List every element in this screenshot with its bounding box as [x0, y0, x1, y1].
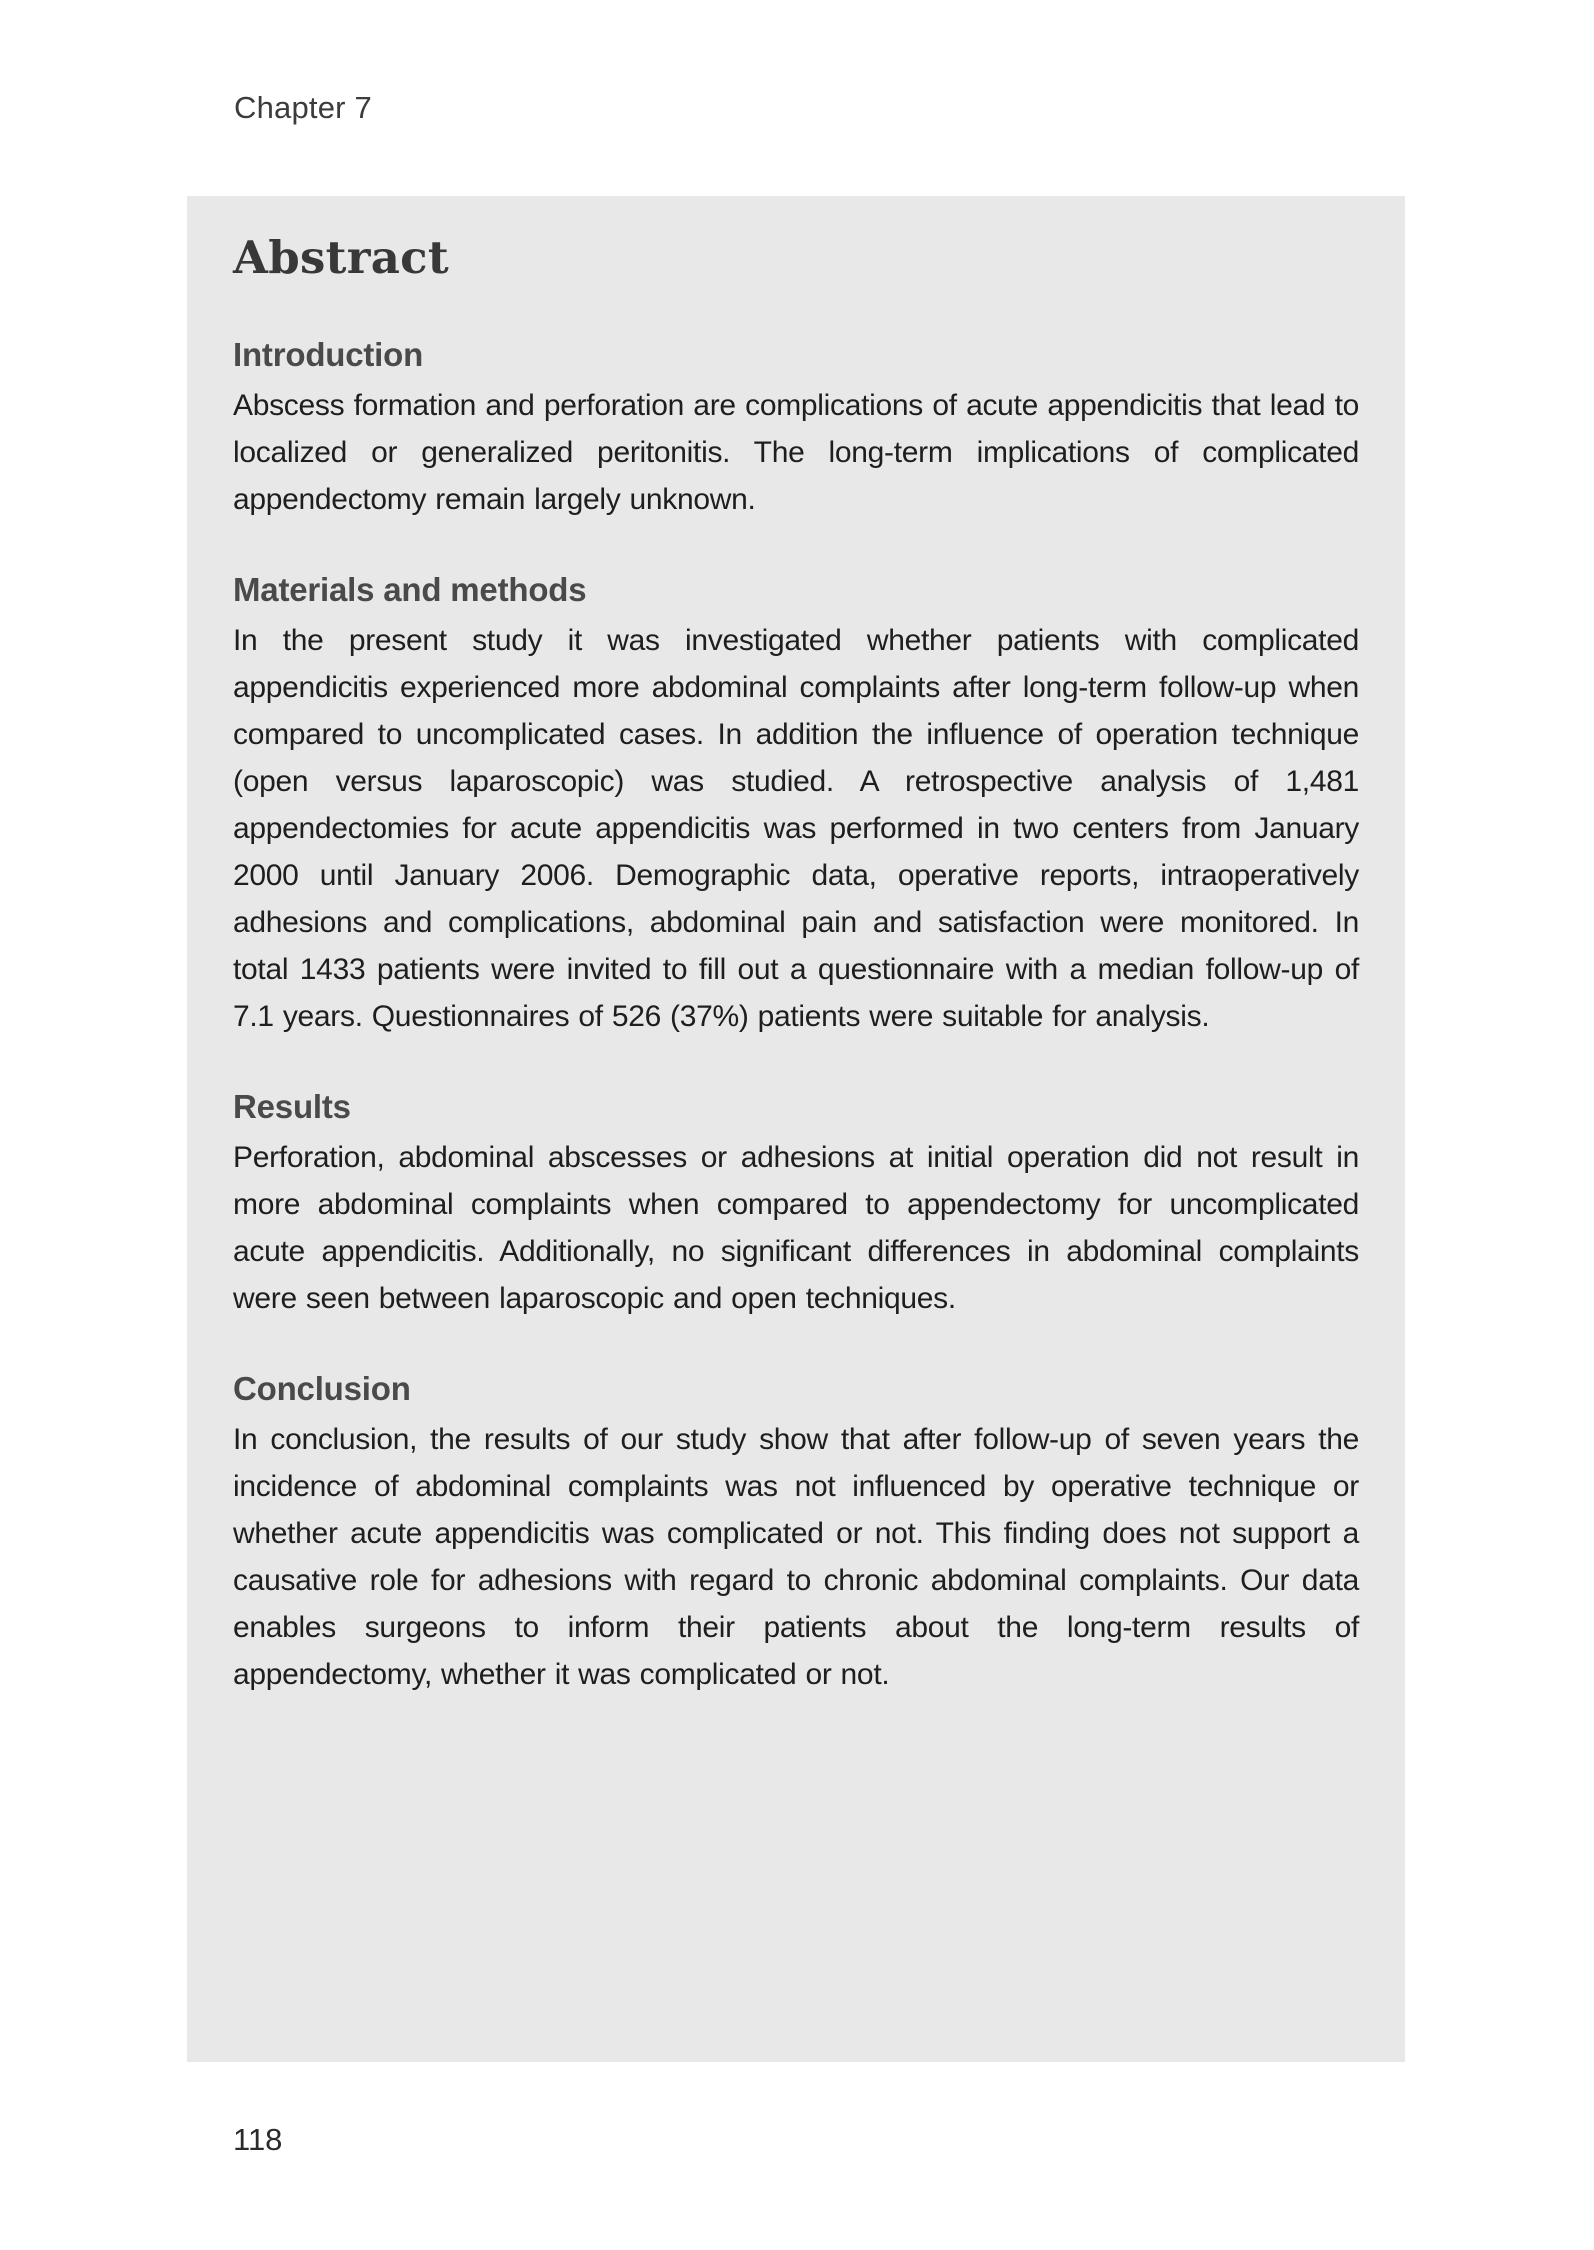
section-body-materials-and-methods: In the present study it was investigated whether patients with complicated appendicitis experienced more abdominal complaints after long-term follow-up when compared to uncomplicated cases. In addition the influence of operation technique (open versus laparoscopic) was studied. A retrospective analysis of 1,481 appendectomies for acute appendicitis was performed in two centers from January 2000 until January 2006. Demographic data, operative reports, intraoperatively adhesions and complications, abdominal pain and satisfaction were monitored. In total 1433 patients were invited to fill out a questionnaire with a median follow-up of 7.1 years. Questionnaires of 526 (37%) patients were suitable for analysis. [233, 624, 1359, 1033]
section-heading-conclusion: Conclusion [233, 1370, 411, 1407]
section-materials-and-methods [233, 569, 1359, 1040]
section-body-results: Perforation, abdominal abscesses or adhesions at initial operation did not result in more abdominal complaints when compared to appendectomy for uncomplicated acute appendicitis. Additionally, no significant differences in abdominal complaints were seen between laparoscopic and open techniques. [233, 1141, 1359, 1315]
page-number: 118 [233, 2122, 283, 2157]
section-results [233, 1086, 1359, 1322]
abstract-box [187, 196, 1405, 2062]
section-body-conclusion: In conclusion, the results of our study show that after follow-up of seven years the incidence of abdominal complaints was not influenced by operative technique or whether acute appendicitis was complicated or not. This finding does not support a causative role for adhesions with regard to chronic abdominal complaints. Our data enables surgeons to inform their patients about the long-term results of appendectomy, whether it was complicated or not. [233, 1423, 1359, 1691]
section-heading-materials-and-methods: Materials and methods [233, 571, 587, 608]
section-introduction [233, 334, 1359, 523]
abstract-title: Abstract [233, 231, 449, 284]
section-conclusion [233, 1368, 1359, 1698]
section-heading-introduction: Introduction [233, 336, 424, 373]
section-body-introduction: Abscess formation and perforation are complications of acute appendicitis that lead to localized or generalized peritonitis. The long-term implications of complicated appendectomy remain largely unknown. [233, 389, 1359, 516]
running-header: Chapter 7 [234, 90, 372, 125]
section-heading-results: Results [233, 1088, 351, 1125]
